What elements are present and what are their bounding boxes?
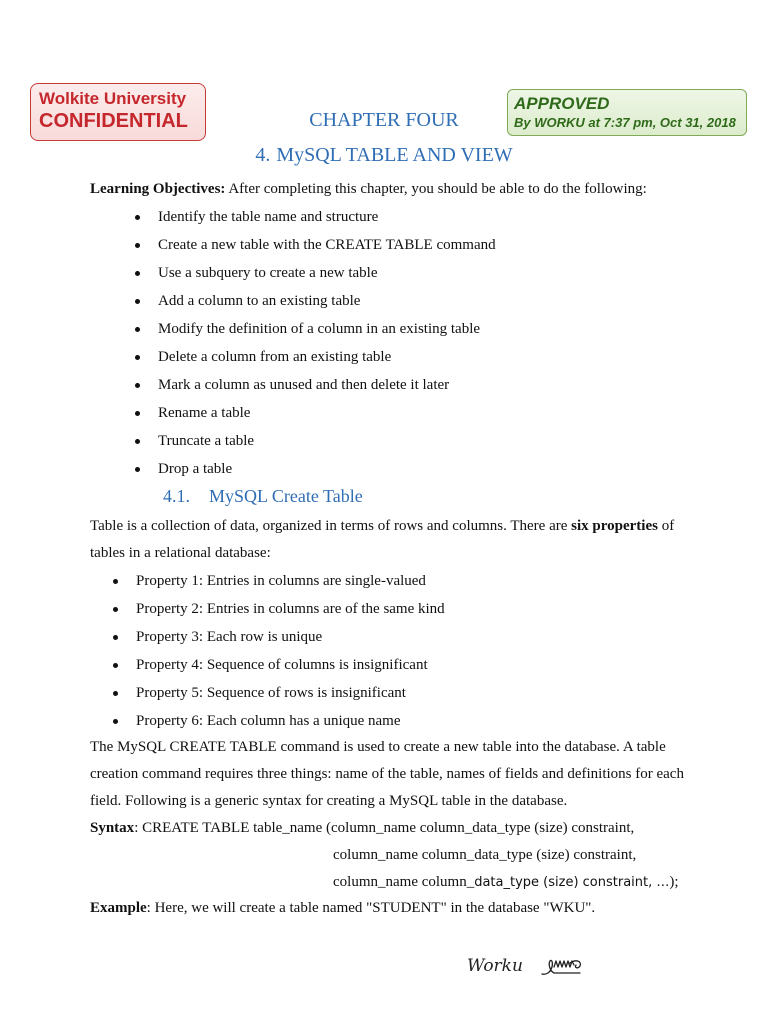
list-item: Add a column to an existing table [135,291,496,319]
list-item: Drop a table [135,459,496,487]
list-item: Create a new table with the CREATE TABLE command [135,235,496,263]
list-item: Property 5: Sequence of rows is insignificant [113,683,445,711]
signature-scribble-icon [540,955,584,979]
section-title: MySQL Create Table [209,486,363,506]
list-item: Property 3: Each row is unique [113,627,445,655]
objectives-label: Learning Objectives: [90,181,226,197]
section-heading [163,485,363,507]
properties-list [113,571,445,739]
syntax-line-3: column_name column_data_type (size) constraint, …); [333,874,679,890]
list-item: Property 1: Entries in columns are single-valued [113,571,445,599]
list-item: Rename a table [135,403,496,431]
example-label: Example [90,900,147,916]
signature-name: Worku [467,956,523,976]
syntax-line-2: column_name column_data_type (size) constraint, [333,847,637,863]
list-item: Property 2: Entries in columns are of the same kind [113,599,445,627]
chapter-title: CHAPTER FOUR [309,109,459,131]
objectives-intro [90,179,647,199]
list-item: Property 6: Each column has a unique name [113,711,445,739]
syntax-line-1: Syntax: CREATE TABLE table_name (column_name column_data_type (size) constraint, [90,820,635,836]
chapter-number: 4. [255,144,271,166]
confidential-stamp [30,83,206,141]
section-number: 4.1. [163,486,190,506]
list-item: Delete a column from an existing table [135,347,496,375]
example-line: Example: Here, we will create a table named "STUDENT" in the database "WKU". [90,900,596,916]
stamp-confidential: CONFIDENTIAL [39,110,188,132]
approved-stamp [507,89,747,136]
list-item: Identify the table name and structure [135,207,496,235]
stamp-approved: APPROVED [514,94,610,113]
list-item: Property 4: Sequence of columns is insignificant [113,655,445,683]
stamp-approved-by: By WORKU at 7:37 pm, Oct 31, 2018 [514,115,736,130]
stamp-university: Wolkite University [39,89,187,108]
list-item: Truncate a table [135,431,496,459]
list-item: Modify the definition of a column in an existing table [135,319,496,347]
body-line-3: field. Following is a generic syntax for creating a MySQL table in the database. [90,793,568,809]
section-intro-line1: Table is a collection of data, organized in terms of rows and columns. There are six properties of [90,518,675,534]
syntax-label: Syntax [90,820,135,836]
body-line-2: creation command requires three things: name of the table, names of fields and definitions for each [90,766,684,782]
chapter-subtitle [180,143,588,167]
objectives-text: After completing this chapter, you should be able to do the following: [225,181,647,197]
chapter-subtitle-text: MySQL TABLE AND VIEW [276,144,513,166]
list-item: Use a subquery to create a new table [135,263,496,291]
list-item: Mark a column as unused and then delete it later [135,375,496,403]
objectives-list [135,207,496,487]
section-intro-line2: tables in a relational database: [90,545,271,561]
body-line-1: The MySQL CREATE TABLE command is used to create a new table into the database. A table [90,739,666,755]
